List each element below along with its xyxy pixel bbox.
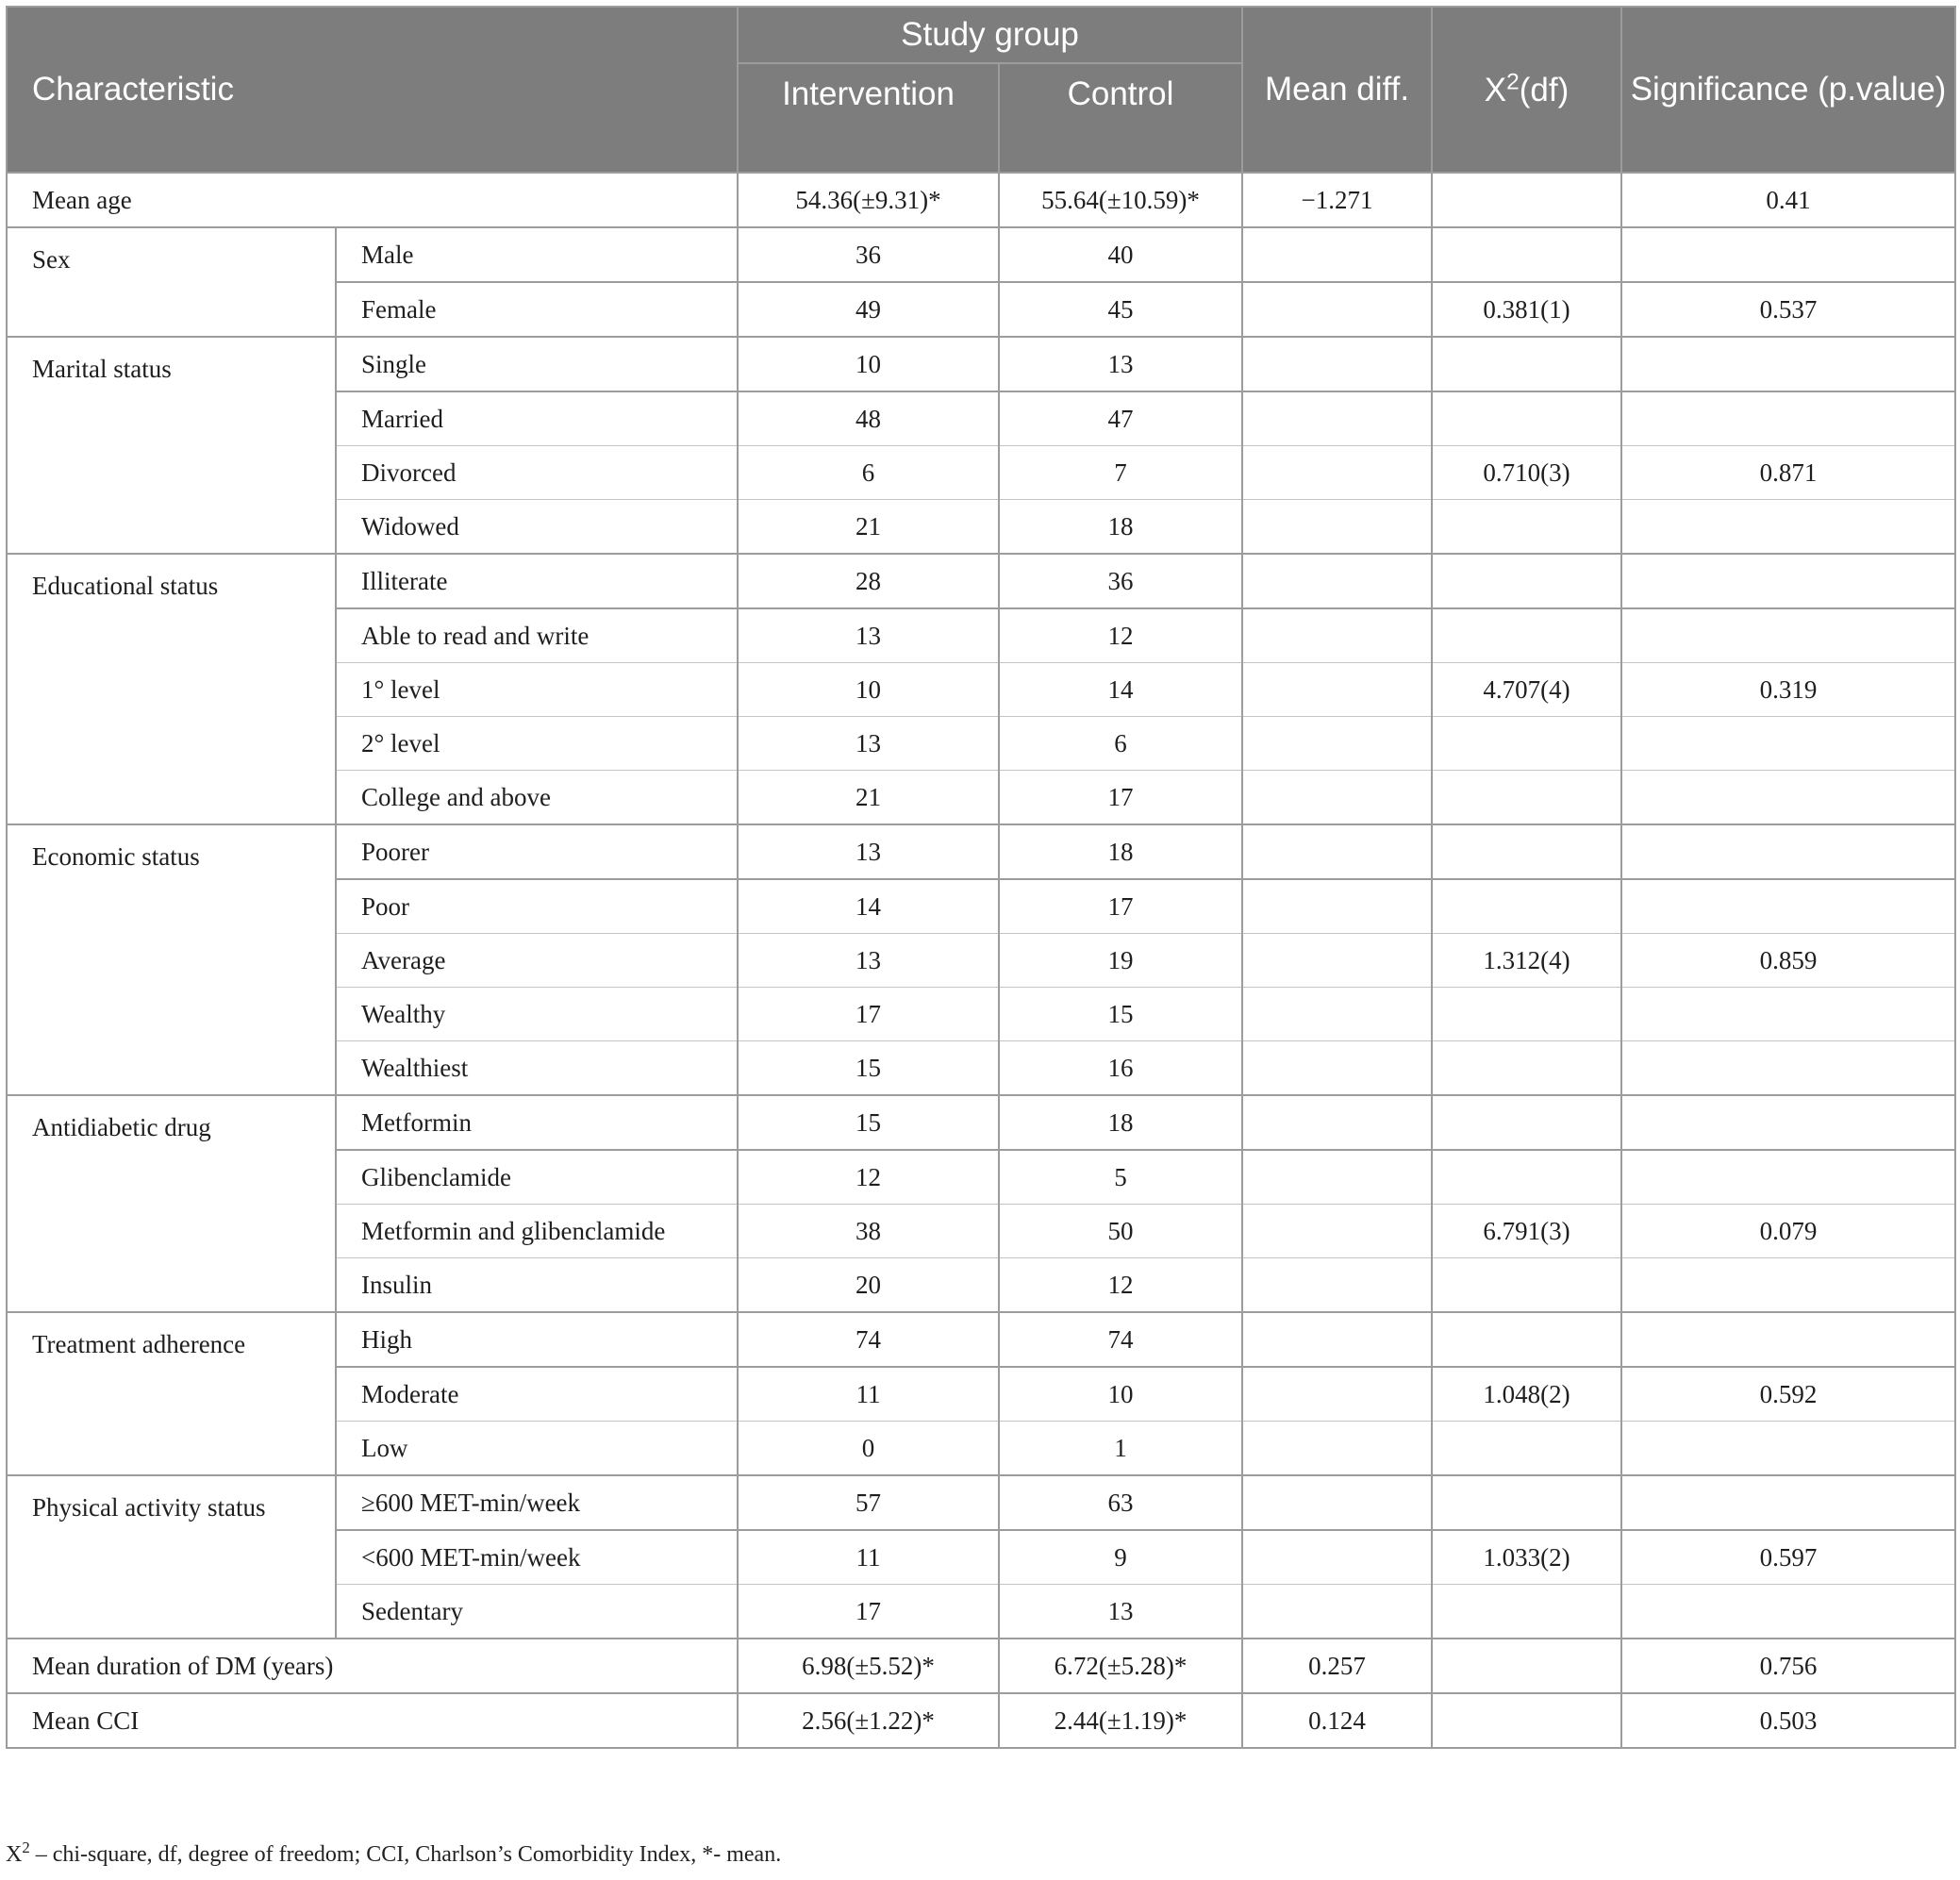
characteristics-table	[6, 6, 1956, 1749]
cell-mean-diff	[1242, 1530, 1432, 1585]
cell-control: 6	[999, 717, 1242, 771]
cell-intervention: 13	[738, 934, 999, 988]
cell-mean-diff	[1242, 391, 1432, 446]
cell-chi-square	[1432, 554, 1621, 608]
cell-chi-square	[1432, 1475, 1621, 1530]
cell-intervention: 74	[738, 1312, 999, 1367]
sub-label: Poorer	[336, 824, 738, 879]
cell-mean-diff	[1242, 227, 1432, 282]
cell-chi-square	[1432, 337, 1621, 391]
cell-chi-square	[1432, 988, 1621, 1041]
cell-control: 47	[999, 391, 1242, 446]
cell-chi-square	[1432, 1312, 1621, 1367]
cell-control: 14	[999, 663, 1242, 717]
group-label: Physical activity status	[7, 1475, 336, 1639]
cell-intervention: 2.56(±1.22)*	[738, 1693, 999, 1748]
table-row	[7, 824, 1955, 879]
cell-chi-square: 6.791(3)	[1432, 1205, 1621, 1258]
sub-label: Average	[336, 934, 738, 988]
cell-control: 10	[999, 1367, 1242, 1422]
cell-significance	[1621, 988, 1955, 1041]
cell-intervention: 10	[738, 337, 999, 391]
cell-intervention: 12	[738, 1150, 999, 1205]
cell-significance	[1621, 554, 1955, 608]
cell-significance	[1621, 337, 1955, 391]
group-label: Antidiabetic drug	[7, 1095, 336, 1312]
table-header	[7, 7, 1955, 173]
cell-intervention: 21	[738, 500, 999, 555]
sub-label: College and above	[336, 771, 738, 825]
sub-label: Divorced	[336, 446, 738, 500]
sub-label: 2° level	[336, 717, 738, 771]
cell-mean-diff	[1242, 500, 1432, 555]
cell-control: 13	[999, 337, 1242, 391]
row-label: Mean duration of DM (years)	[7, 1639, 738, 1693]
table-row	[7, 173, 1955, 227]
cell-mean-diff	[1242, 663, 1432, 717]
cell-significance: 0.871	[1621, 446, 1955, 500]
header-significance: Significance (p.value)	[1621, 7, 1955, 173]
header-intervention: Intervention	[738, 63, 999, 173]
cell-significance	[1621, 500, 1955, 555]
cell-significance: 0.537	[1621, 282, 1955, 337]
cell-intervention: 0	[738, 1422, 999, 1476]
cell-chi-square	[1432, 1150, 1621, 1205]
table-row	[7, 1312, 1955, 1367]
cell-control: 36	[999, 554, 1242, 608]
cell-chi-square: 0.710(3)	[1432, 446, 1621, 500]
cell-mean-diff	[1242, 282, 1432, 337]
cell-significance: 0.319	[1621, 663, 1955, 717]
cell-significance	[1621, 1258, 1955, 1313]
cell-mean-diff	[1242, 988, 1432, 1041]
cell-significance	[1621, 824, 1955, 879]
cell-intervention: 38	[738, 1205, 999, 1258]
cell-intervention: 54.36(±9.31)*	[738, 173, 999, 227]
table-row	[7, 337, 1955, 391]
cell-control: 6.72(±5.28)*	[999, 1639, 1242, 1693]
cell-chi-square	[1432, 1693, 1621, 1748]
cell-chi-square	[1432, 879, 1621, 934]
cell-significance: 0.41	[1621, 173, 1955, 227]
cell-mean-diff	[1242, 1475, 1432, 1530]
cell-mean-diff	[1242, 1205, 1432, 1258]
row-label: Mean age	[7, 173, 738, 227]
cell-intervention: 13	[738, 717, 999, 771]
cell-chi-square	[1432, 1422, 1621, 1476]
cell-chi-square	[1432, 771, 1621, 825]
cell-significance: 0.079	[1621, 1205, 1955, 1258]
cell-significance	[1621, 1312, 1955, 1367]
cell-control: 12	[999, 1258, 1242, 1313]
cell-intervention: 21	[738, 771, 999, 825]
cell-mean-diff	[1242, 1258, 1432, 1313]
cell-significance	[1621, 879, 1955, 934]
sub-label: ≥600 MET-min/week	[336, 1475, 738, 1530]
cell-chi-square: 0.381(1)	[1432, 282, 1621, 337]
cell-significance	[1621, 1041, 1955, 1096]
cell-significance	[1621, 771, 1955, 825]
cell-control: 45	[999, 282, 1242, 337]
cell-chi-square	[1432, 1585, 1621, 1639]
cell-significance	[1621, 1422, 1955, 1476]
sub-label: Married	[336, 391, 738, 446]
cell-chi-square: 1.312(4)	[1432, 934, 1621, 988]
cell-intervention: 13	[738, 608, 999, 663]
cell-control: 1	[999, 1422, 1242, 1476]
cell-significance: 0.756	[1621, 1639, 1955, 1693]
header-chi-square: $X^2(df)$	[1432, 7, 1621, 173]
cell-control: 16	[999, 1041, 1242, 1096]
cell-intervention: 6	[738, 446, 999, 500]
sub-label: Female	[336, 282, 738, 337]
cell-mean-diff	[1242, 824, 1432, 879]
cell-chi-square	[1432, 1639, 1621, 1693]
cell-mean-diff	[1242, 1041, 1432, 1096]
cell-significance: 0.592	[1621, 1367, 1955, 1422]
cell-control: 40	[999, 227, 1242, 282]
sub-label: 1° level	[336, 663, 738, 717]
cell-control: 17	[999, 879, 1242, 934]
cell-mean-diff	[1242, 1367, 1432, 1422]
cell-chi-square	[1432, 824, 1621, 879]
table-row	[7, 1693, 1955, 1748]
cell-intervention: 48	[738, 391, 999, 446]
sub-label: Sedentary	[336, 1585, 738, 1639]
sub-label: Single	[336, 337, 738, 391]
cell-mean-diff	[1242, 608, 1432, 663]
table-row	[7, 1095, 1955, 1150]
cell-intervention: 36	[738, 227, 999, 282]
table-row	[7, 1639, 1955, 1693]
cell-mean-diff: −1.271	[1242, 173, 1432, 227]
cell-mean-diff	[1242, 879, 1432, 934]
table-row	[7, 554, 1955, 608]
cell-intervention: 11	[738, 1367, 999, 1422]
table-container	[6, 6, 1954, 1749]
cell-intervention: 15	[738, 1041, 999, 1096]
sub-label: Widowed	[336, 500, 738, 555]
header-study-group: Study group	[738, 7, 1242, 63]
cell-chi-square	[1432, 1041, 1621, 1096]
group-label: Educational status	[7, 554, 336, 824]
group-label: Sex	[7, 227, 336, 337]
cell-mean-diff	[1242, 717, 1432, 771]
sub-label: Illiterate	[336, 554, 738, 608]
sub-label: Wealthiest	[336, 1041, 738, 1096]
header-control: Control	[999, 63, 1242, 173]
cell-chi-square	[1432, 227, 1621, 282]
sub-label: High	[336, 1312, 738, 1367]
cell-intervention: 57	[738, 1475, 999, 1530]
cell-control: 18	[999, 1095, 1242, 1150]
cell-chi-square	[1432, 1095, 1621, 1150]
sub-label: Insulin	[336, 1258, 738, 1313]
cell-control: 74	[999, 1312, 1242, 1367]
cell-significance	[1621, 1150, 1955, 1205]
sub-label: Able to read and write	[336, 608, 738, 663]
cell-intervention: 49	[738, 282, 999, 337]
cell-significance: 0.597	[1621, 1530, 1955, 1585]
sub-label: Metformin	[336, 1095, 738, 1150]
cell-control: 7	[999, 446, 1242, 500]
cell-mean-diff	[1242, 337, 1432, 391]
sub-label: Metformin and glibenclamide	[336, 1205, 738, 1258]
group-label: Marital status	[7, 337, 336, 554]
cell-intervention: 17	[738, 1585, 999, 1639]
cell-mean-diff	[1242, 1095, 1432, 1150]
sub-label: Low	[336, 1422, 738, 1476]
cell-chi-square	[1432, 1258, 1621, 1313]
cell-intervention: 28	[738, 554, 999, 608]
cell-chi-square	[1432, 608, 1621, 663]
cell-significance	[1621, 1475, 1955, 1530]
cell-intervention: 17	[738, 988, 999, 1041]
cell-mean-diff	[1242, 1312, 1432, 1367]
table-row	[7, 227, 1955, 282]
cell-mean-diff	[1242, 771, 1432, 825]
group-label: Economic status	[7, 824, 336, 1095]
group-label: Treatment adherence	[7, 1312, 336, 1475]
cell-control: 17	[999, 771, 1242, 825]
cell-significance: 0.503	[1621, 1693, 1955, 1748]
sub-label: Moderate	[336, 1367, 738, 1422]
cell-control: 50	[999, 1205, 1242, 1258]
cell-intervention: 14	[738, 879, 999, 934]
cell-control: 9	[999, 1530, 1242, 1585]
cell-intervention: 20	[738, 1258, 999, 1313]
header-mean-diff: Mean diff.	[1242, 7, 1432, 173]
cell-control: 55.64(±10.59)*	[999, 173, 1242, 227]
cell-intervention: 15	[738, 1095, 999, 1150]
cell-mean-diff: 0.257	[1242, 1639, 1432, 1693]
cell-control: 5	[999, 1150, 1242, 1205]
sub-label: Glibenclamide	[336, 1150, 738, 1205]
cell-mean-diff	[1242, 934, 1432, 988]
cell-significance	[1621, 1095, 1955, 1150]
cell-intervention: 6.98(±5.52)*	[738, 1639, 999, 1693]
cell-control: 18	[999, 824, 1242, 879]
cell-mean-diff	[1242, 1150, 1432, 1205]
cell-chi-square	[1432, 500, 1621, 555]
cell-mean-diff	[1242, 1422, 1432, 1476]
sub-label: <600 MET-min/week	[336, 1530, 738, 1585]
header-characteristic: Characteristic	[7, 7, 738, 173]
cell-significance: 0.859	[1621, 934, 1955, 988]
cell-control: 63	[999, 1475, 1242, 1530]
cell-control: 19	[999, 934, 1242, 988]
cell-intervention: 10	[738, 663, 999, 717]
cell-control: 2.44(±1.19)*	[999, 1693, 1242, 1748]
table-body	[7, 173, 1955, 1748]
cell-control: 13	[999, 1585, 1242, 1639]
cell-chi-square: 1.033(2)	[1432, 1530, 1621, 1585]
cell-control: 15	[999, 988, 1242, 1041]
cell-mean-diff	[1242, 446, 1432, 500]
cell-chi-square: 4.707(4)	[1432, 663, 1621, 717]
cell-control: 18	[999, 500, 1242, 555]
cell-chi-square	[1432, 391, 1621, 446]
sub-label: Male	[336, 227, 738, 282]
sub-label: Wealthy	[336, 988, 738, 1041]
cell-intervention: 11	[738, 1530, 999, 1585]
cell-mean-diff	[1242, 554, 1432, 608]
row-label: Mean CCI	[7, 1693, 738, 1748]
cell-mean-diff	[1242, 1585, 1432, 1639]
cell-chi-square: 1.048(2)	[1432, 1367, 1621, 1422]
table-footnote: $X^2$ – chi-square, df, degree of freedom; CCI, Charlson’s Comorbidity Index, *- mean.	[6, 1838, 782, 1867]
cell-significance	[1621, 1585, 1955, 1639]
cell-control: 12	[999, 608, 1242, 663]
cell-significance	[1621, 391, 1955, 446]
cell-significance	[1621, 227, 1955, 282]
cell-chi-square	[1432, 717, 1621, 771]
cell-significance	[1621, 608, 1955, 663]
cell-significance	[1621, 717, 1955, 771]
cell-mean-diff: 0.124	[1242, 1693, 1432, 1748]
cell-chi-square	[1432, 173, 1621, 227]
sub-label: Poor	[336, 879, 738, 934]
table-row	[7, 1475, 1955, 1530]
cell-intervention: 13	[738, 824, 999, 879]
